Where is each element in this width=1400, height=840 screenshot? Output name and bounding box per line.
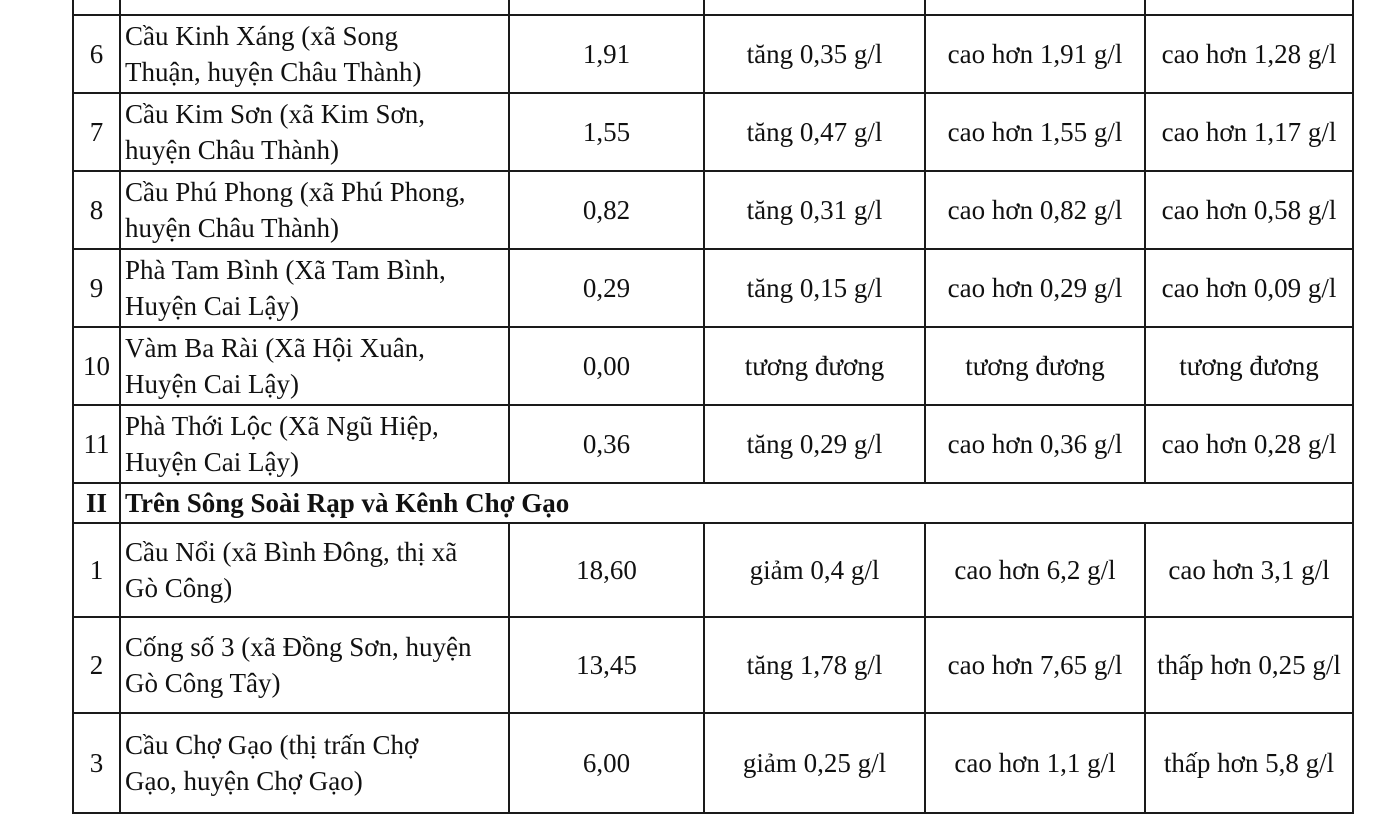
location-line-1: Phà Thới Lộc (Xã Ngũ Hiệp, xyxy=(125,411,439,441)
location-line-2: Huyện Cai Lậy) xyxy=(125,447,299,477)
stt-cell: 3 xyxy=(73,713,120,813)
table-row xyxy=(73,405,1353,483)
location-line-1: Cầu Kinh Xáng (xã Song xyxy=(125,21,398,51)
table-row xyxy=(73,617,1353,713)
compare-b-cell: cao hơn 7,65 g/l xyxy=(925,617,1145,713)
stt-cell xyxy=(73,0,120,15)
location-line-1: Phà Tam Bình (Xã Tam Bình, xyxy=(125,255,446,285)
table-row-partial xyxy=(73,0,1353,15)
compare-c-cell: cao hơn 0,09 g/l xyxy=(1145,249,1353,327)
stt-cell: 11 xyxy=(73,405,120,483)
salinity-cell: 1,55 xyxy=(509,93,704,171)
location-cell xyxy=(120,405,509,483)
location-line-1: Cầu Nổi (xã Bình Đông, thị xã xyxy=(125,537,458,567)
compare-b-cell: cao hơn 1,91 g/l xyxy=(925,15,1145,93)
table-row xyxy=(73,15,1353,93)
section-numeral: II xyxy=(73,483,120,523)
location-line-2: Gò Công) xyxy=(125,573,233,603)
location-line-1: Cầu Chợ Gạo (thị trấn Chợ xyxy=(125,730,419,760)
location-line-2: Huyện Cai Lậy) xyxy=(125,369,299,399)
compare-a-cell: giảm 0,4 g/l xyxy=(704,523,925,617)
compare-a-cell xyxy=(704,0,925,15)
location-cell xyxy=(120,15,509,93)
stt-cell: 6 xyxy=(73,15,120,93)
salinity-cell: 0,82 xyxy=(509,171,704,249)
compare-c-cell: cao hơn 1,17 g/l xyxy=(1145,93,1353,171)
location-cell xyxy=(120,93,509,171)
section-header-row xyxy=(73,483,1353,523)
compare-c-cell: tương đương xyxy=(1145,327,1353,405)
location-line-1: Cống số 3 (xã Đồng Sơn, huyện xyxy=(125,632,472,662)
compare-c-cell: thấp hơn 5,8 g/l xyxy=(1145,713,1353,813)
location-line-2: huyện Châu Thành) xyxy=(125,213,339,243)
stt-cell: 8 xyxy=(73,171,120,249)
location-cell xyxy=(120,327,509,405)
location-line-2: huyện Châu Thành) xyxy=(125,135,339,165)
compare-b-cell: cao hơn 1,55 g/l xyxy=(925,93,1145,171)
table-row xyxy=(73,249,1353,327)
stt-cell: 10 xyxy=(73,327,120,405)
compare-a-cell: tăng 0,15 g/l xyxy=(704,249,925,327)
compare-c-cell: cao hơn 3,1 g/l xyxy=(1145,523,1353,617)
compare-a-cell: tăng 0,31 g/l xyxy=(704,171,925,249)
table-row xyxy=(73,713,1353,813)
stt-cell: 9 xyxy=(73,249,120,327)
stt-cell: 7 xyxy=(73,93,120,171)
compare-c-cell xyxy=(1145,0,1353,15)
location-cell xyxy=(120,523,509,617)
compare-b-cell: tương đương xyxy=(925,327,1145,405)
compare-a-cell: tăng 0,29 g/l xyxy=(704,405,925,483)
compare-c-cell: cao hơn 0,58 g/l xyxy=(1145,171,1353,249)
compare-a-cell: tăng 0,35 g/l xyxy=(704,15,925,93)
compare-b-cell: cao hơn 0,29 g/l xyxy=(925,249,1145,327)
location-line-1: Cầu Kim Sơn (xã Kim Sơn, xyxy=(125,99,426,129)
location-line-2: Thuận, huyện Châu Thành) xyxy=(125,57,422,87)
compare-a-cell: tăng 0,47 g/l xyxy=(704,93,925,171)
compare-a-cell: tăng 1,78 g/l xyxy=(704,617,925,713)
table-row xyxy=(73,327,1353,405)
compare-b-cell xyxy=(925,0,1145,15)
salinity-cell: 0,00 xyxy=(509,327,704,405)
compare-b-cell: cao hơn 0,82 g/l xyxy=(925,171,1145,249)
table-row xyxy=(73,171,1353,249)
location-cell xyxy=(120,713,509,813)
compare-c-cell: cao hơn 1,28 g/l xyxy=(1145,15,1353,93)
location-line-2: Huyện Cai Lậy) xyxy=(125,291,299,321)
compare-a-cell: tương đương xyxy=(704,327,925,405)
location-cell xyxy=(120,171,509,249)
salinity-cell: 1,91 xyxy=(509,15,704,93)
section-title: Trên Sông Soài Rạp và Kênh Chợ Gạo xyxy=(120,483,1353,523)
salinity-table xyxy=(72,0,1354,814)
location-cell xyxy=(120,617,509,713)
salinity-cell: 13,45 xyxy=(509,617,704,713)
location-cell xyxy=(120,249,509,327)
salinity-cell: 0,36 xyxy=(509,405,704,483)
salinity-cell: 0,29 xyxy=(509,249,704,327)
table-row xyxy=(73,523,1353,617)
compare-c-cell: cao hơn 0,28 g/l xyxy=(1145,405,1353,483)
location-line-2: Gạo, huyện Chợ Gạo) xyxy=(125,766,363,796)
compare-a-cell: giảm 0,25 g/l xyxy=(704,713,925,813)
location-line-1: Vàm Ba Rài (Xã Hội Xuân, xyxy=(125,333,425,363)
compare-c-cell: thấp hơn 0,25 g/l xyxy=(1145,617,1353,713)
salinity-cell: 18,60 xyxy=(509,523,704,617)
salinity-cell xyxy=(509,0,704,15)
salinity-cell: 6,00 xyxy=(509,713,704,813)
compare-b-cell: cao hơn 0,36 g/l xyxy=(925,405,1145,483)
location-line-2: Gò Công Tây) xyxy=(125,668,281,698)
location-line-1: Cầu Phú Phong (xã Phú Phong, xyxy=(125,177,466,207)
stt-cell: 2 xyxy=(73,617,120,713)
compare-b-cell: cao hơn 6,2 g/l xyxy=(925,523,1145,617)
compare-b-cell: cao hơn 1,1 g/l xyxy=(925,713,1145,813)
stt-cell: 1 xyxy=(73,523,120,617)
table-row xyxy=(73,93,1353,171)
location-cell xyxy=(120,0,509,15)
